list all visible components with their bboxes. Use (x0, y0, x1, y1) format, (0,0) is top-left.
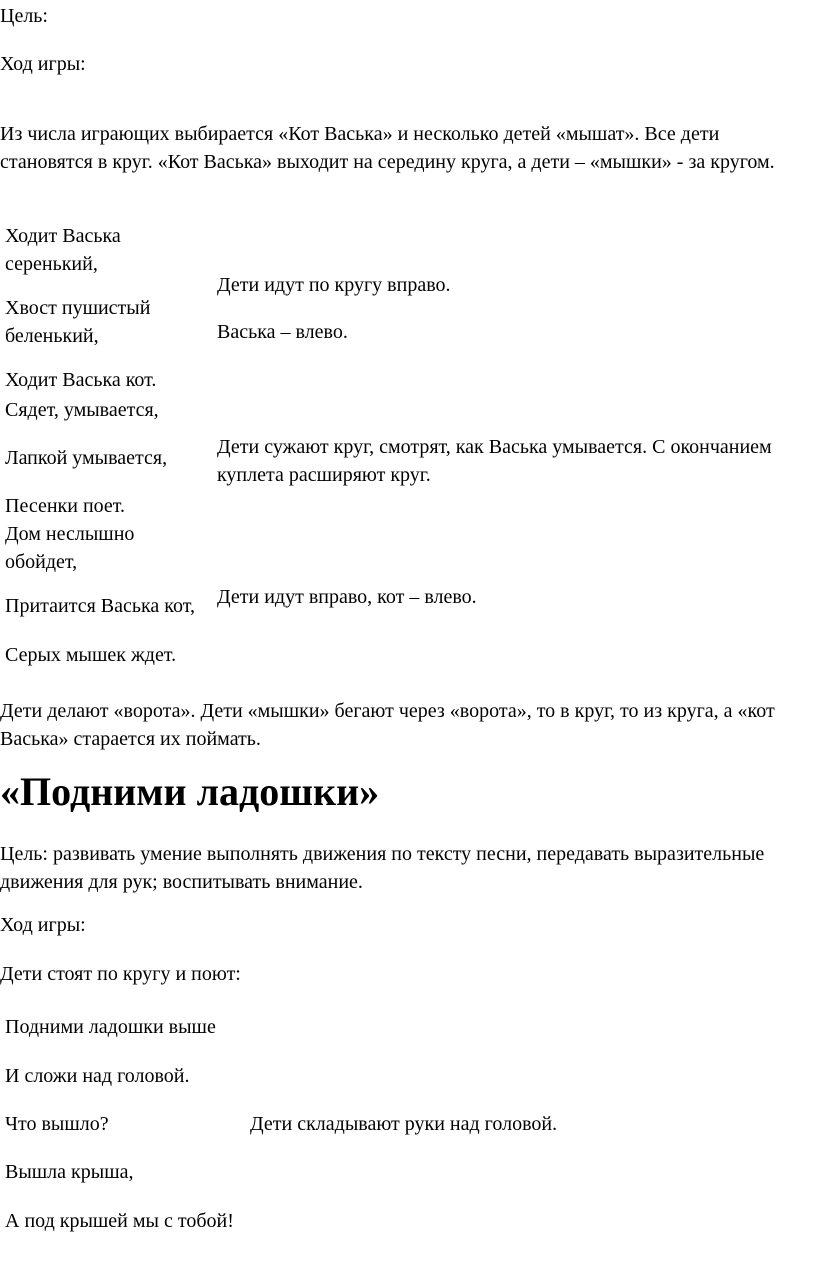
game-progress-label: Ход игры: (0, 914, 86, 936)
verse-line: Хвост пушистый беленький, (5, 297, 151, 347)
verse-line: Сядет, умывается, (5, 399, 159, 421)
verse-line: Лапкой умывается, (5, 447, 168, 469)
song-line: А под крышей мы с тобой! (5, 1210, 234, 1232)
song-action: Дети складывают руки над головой. (250, 1113, 558, 1135)
verse-line: Серых мышек ждет. (5, 644, 177, 666)
song-line: И сложи над головой. (5, 1065, 190, 1087)
song-line: Что вышло? (5, 1113, 109, 1135)
verse-line: Песенки поет. (5, 495, 125, 517)
game-title: «Подними ладошки» (0, 769, 380, 814)
verse-line: Дом неслышно обойдет, (5, 523, 135, 573)
song-line: Вышла крыша, (5, 1161, 134, 1183)
verse-action: Дети сужают круг, смотрят, как Васька умывается. С окончанием куплета расширяют круг. (217, 436, 772, 486)
game-progress-label: Ход игры: (0, 53, 86, 75)
song-line: Подними ладошки выше (5, 1016, 216, 1038)
verse-action: Дети идут вправо, кот – влево. (217, 586, 477, 608)
verse-action: Дети идут по кругу вправо. (217, 274, 451, 296)
game-setup-text: Дети стоят по кругу и поют: (0, 963, 241, 985)
goal-label: Цель: (0, 5, 48, 27)
verse-line: Ходит Васька сеpенький, (5, 225, 121, 275)
verse-line: Ходит Васька кот. (5, 369, 157, 391)
verse-action: Васька – влево. (217, 321, 348, 343)
goal-paragraph: Цель: развивать умение выполнять движения по тексту песни, передавать выразительные движения для рук; воспитывать внимание. (0, 843, 765, 893)
game-intro-paragraph: Из числа играющих выбирается «Кот Васька» и несколько детей «мышат». Все дети становятся в круг. «Кот Васька» выходит на середину круга, а дети – «мышки» - за кругом. (0, 123, 775, 173)
game-finale-paragraph: Дети делают «ворота». Дети «мышки» бегают через «ворота», то в круг, то из круга, а «кот Васька» старается их поймать. (0, 700, 775, 750)
verse-line: Притаится Васька кот, (5, 595, 195, 617)
